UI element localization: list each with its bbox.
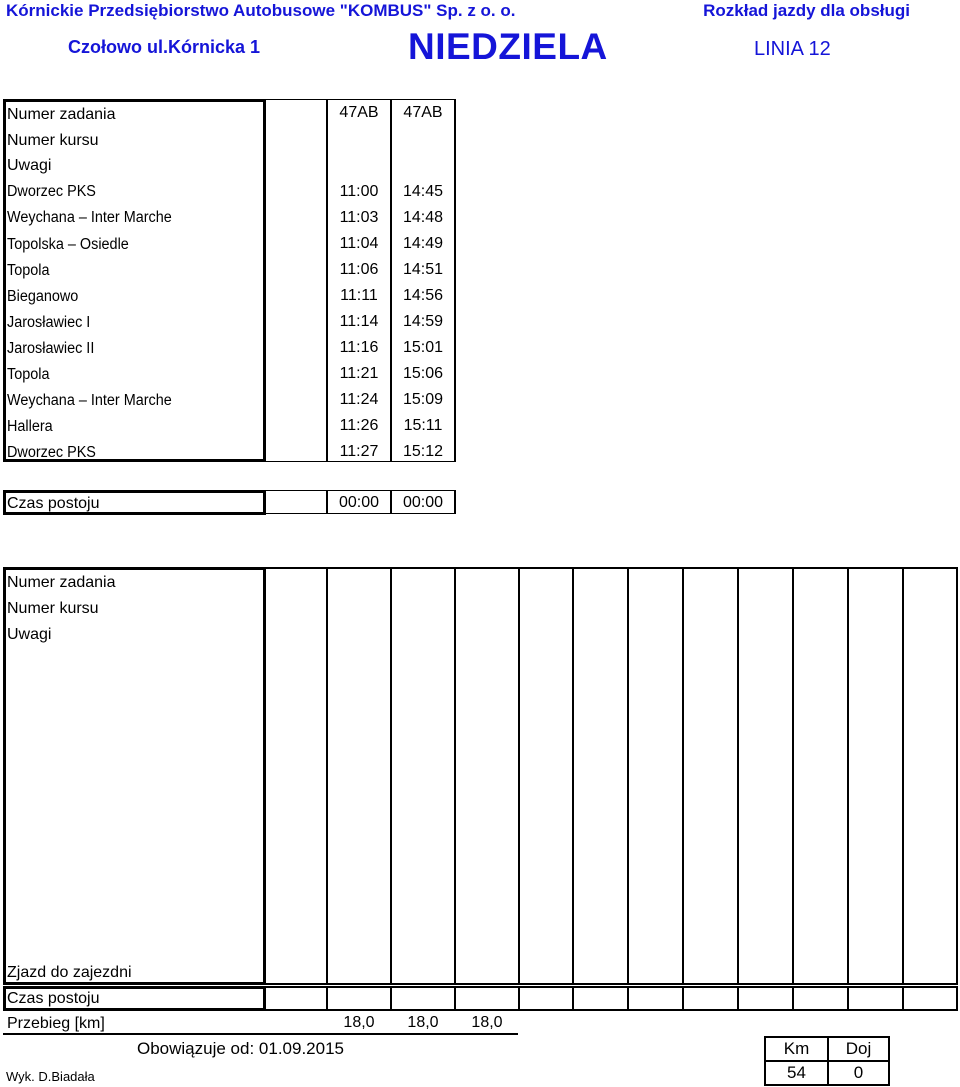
- table-divider: [792, 567, 794, 985]
- notes-label: Uwagi: [7, 157, 52, 174]
- stop-row-label: Weychana – Inter Marche: [7, 392, 172, 409]
- table-divider: [264, 99, 456, 100]
- stop-row-label: Dworzec PKS: [7, 444, 96, 461]
- table-divider: [454, 490, 456, 514]
- task-number-label: Numer zadania: [7, 106, 116, 123]
- departure-time: 11:11: [340, 287, 378, 304]
- table-divider: [902, 986, 904, 1011]
- author: Wyk. D.Biadała: [6, 1069, 95, 1084]
- stop-row-label: Weychana – Inter Marche: [7, 209, 172, 226]
- company-name: Kórnickie Przedsiębiorstwo Autobusowe "KOMBUS" Sp. z o. o.: [6, 1, 516, 20]
- table-divider: [572, 567, 574, 985]
- departure-time: 11:00: [339, 183, 379, 200]
- departure-time: 14:49: [402, 235, 444, 252]
- table-divider: [682, 567, 684, 985]
- table-divider: [264, 490, 456, 491]
- km-label: Km: [783, 1039, 810, 1058]
- stop-row-label: Jarosławiec II: [7, 340, 95, 357]
- departure-time: 14:51: [402, 261, 444, 278]
- departure-time: 15:06: [402, 365, 444, 382]
- stop-time-cell: 00:00: [402, 494, 444, 511]
- table-divider: [737, 986, 739, 1011]
- departure-time: 11:16: [339, 339, 379, 356]
- departure-time: 11:06: [339, 261, 379, 278]
- stop-time-label: Czas postoju: [7, 495, 100, 512]
- stop-row-label: Topola: [7, 366, 50, 383]
- table-divider: [902, 567, 904, 985]
- departure-time: 15:11: [403, 417, 443, 434]
- notes-label: Uwagi: [7, 626, 52, 643]
- task-number-cell: 47AB: [403, 104, 443, 121]
- table-divider: [390, 986, 392, 1011]
- table-divider: [518, 567, 520, 985]
- departure-time: 11:24: [339, 391, 379, 408]
- table-divider: [264, 513, 456, 514]
- table-divider: [627, 567, 629, 985]
- stop-row-label: Topola: [7, 262, 50, 279]
- departure-time: 14:48: [402, 209, 444, 226]
- table-divider: [454, 99, 456, 462]
- table-divider: [518, 986, 520, 1011]
- mileage-underline: [3, 1033, 518, 1035]
- stop-row-label: Dworzec PKS: [7, 183, 96, 200]
- table-divider: [737, 567, 739, 985]
- departure-time: 14:45: [402, 183, 444, 200]
- course-number-label: Numer kursu: [7, 600, 99, 617]
- stop-row-label: Hallera: [7, 418, 53, 435]
- table-divider: [847, 986, 849, 1011]
- task-number-cell: 47AB: [339, 104, 379, 121]
- course-number-label: Numer kursu: [7, 132, 99, 149]
- departure-time: 11:26: [339, 417, 379, 434]
- table-divider: [682, 986, 684, 1011]
- stop-time-cell: 00:00: [338, 494, 380, 511]
- table-divider: [326, 986, 328, 1011]
- doj-value: 0: [853, 1063, 864, 1082]
- depot-return-label: Zjazd do zajezdni: [7, 964, 132, 981]
- departure-time: 11:14: [339, 313, 379, 330]
- km-value: 54: [787, 1063, 806, 1082]
- stop-row-label: Bieganowo: [7, 288, 79, 305]
- table-divider: [454, 986, 456, 1011]
- departure-time: 11:21: [339, 365, 379, 382]
- mileage-label: Przebieg [km]: [7, 1015, 105, 1032]
- table-divider: [454, 567, 456, 985]
- table-divider: [847, 567, 849, 985]
- departure-time: 11:03: [339, 209, 379, 226]
- mileage-value: 18,0: [407, 1014, 439, 1031]
- stop-time-grid: [264, 986, 958, 1011]
- departure-time: 15:09: [402, 391, 444, 408]
- stop-row-label: Jarosławiec I: [7, 314, 91, 331]
- table-divider: [264, 461, 456, 462]
- table-divider: [792, 986, 794, 1011]
- table-divider: [627, 986, 629, 1011]
- task-number-label: Numer zadania: [7, 574, 116, 591]
- stop-time-label: Czas postoju: [7, 990, 100, 1007]
- mileage-value: 18,0: [343, 1014, 375, 1031]
- second-table-grid: [264, 567, 958, 985]
- departure-time: 15:12: [402, 443, 444, 460]
- departure-time: 15:01: [402, 339, 444, 356]
- day-title: NIEDZIELA: [408, 26, 608, 67]
- departure-time: 11:04: [339, 235, 379, 252]
- table-divider: [390, 567, 392, 985]
- departure-time: 14:56: [402, 287, 444, 304]
- mileage-value: 18,0: [471, 1014, 503, 1031]
- table-divider: [326, 567, 328, 985]
- stop-row-label: Topolska – Osiedle: [7, 236, 129, 253]
- valid-from: Obowiązuje od: 01.09.2015: [137, 1039, 344, 1058]
- doj-label: Doj: [845, 1039, 872, 1058]
- departure-time: 14:59: [402, 313, 444, 330]
- table-divider: [572, 986, 574, 1011]
- departure-time: 11:27: [339, 443, 379, 460]
- line-number: LINIA 12: [754, 38, 831, 60]
- document-title: Rozkład jazdy dla obsługi: [703, 1, 910, 20]
- stop-name: Czołowo ul.Kórnicka 1: [68, 37, 261, 57]
